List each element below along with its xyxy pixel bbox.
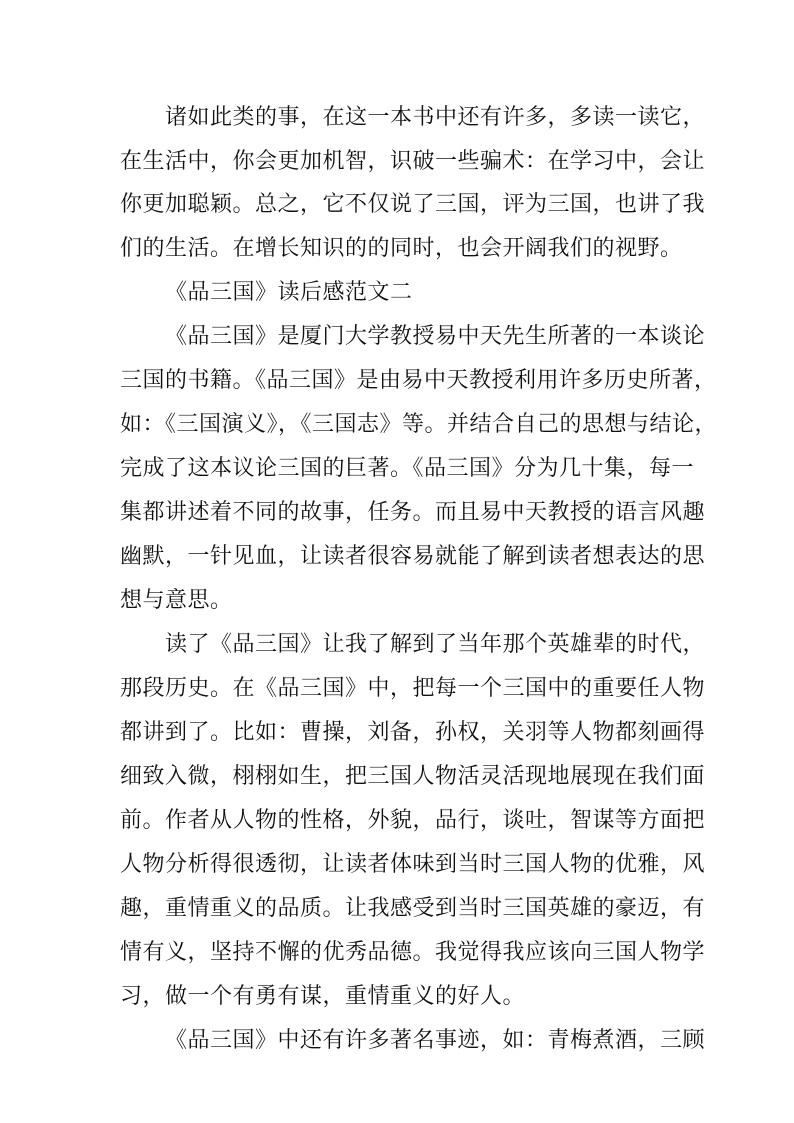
paragraph-line: 习，做一个有勇有谋，重情重义的好人。: [120, 984, 526, 1009]
section-heading: 《品三国》读后感范文二: [165, 280, 413, 305]
paragraph-line: 们的生活。在增长知识的的同时，也会开阔我们的视野。: [120, 236, 683, 261]
paragraph-line: 细致入微，栩栩如生，把三国人物活灵活现地展现在我们面: [120, 764, 706, 789]
paragraph-line: 三国的书籍。《品三国》是由易中天教授利用许多历史所著，: [120, 368, 717, 393]
paragraph-line: 想与意思。: [120, 588, 233, 613]
paragraph-line: 完成了这本议论三国的巨著。《品三国》分为几十集，每一: [120, 456, 695, 481]
paragraph-line: 在生活中，你会更加机智，识破一些骗术：在学习中，会让: [120, 149, 706, 174]
paragraph-line: 读了《品三国》让我了解到了当年那个英雄辈的时代，: [165, 632, 706, 657]
paragraph-line: 《品三国》是厦门大学教授易中天先生所著的一本谈论: [165, 324, 706, 349]
paragraph-line: 都讲到了。比如：曹操，刘备，孙权，关羽等人物都刻画得: [120, 720, 706, 745]
paragraph-line: 你更加聪颖。总之，它不仅说了三国，评为三国，也讲了我: [120, 192, 706, 217]
paragraph-line: 前。作者从人物的性格，外貌，品行，谈吐，智谋等方面把: [120, 808, 706, 833]
paragraph-line: 人物分析得很透彻，让读者体味到当时三国人物的优雅，风: [120, 852, 706, 877]
paragraph-line: 情有义，坚持不懈的优秀品德。我觉得我应该向三国人物学: [120, 940, 706, 965]
paragraph-line: 集都讲述着不同的故事，任务。而且易中天教授的语言风趣: [120, 500, 706, 525]
paragraph-line: 那段历史。在《品三国》中，把每一个三国中的重要任人物: [120, 676, 706, 701]
paragraph-line: 幽默，一针见血，让读者很容易就能了解到读者想表达的思: [120, 544, 706, 569]
paragraph-line: 诸如此类的事，在这一本书中还有许多，多读一读它，: [165, 105, 706, 130]
paragraph-line: 如：《三国演义》，《三国志》等。并结合自己的思想与结论，: [120, 412, 718, 437]
paragraph-line: 趣，重情重义的品质。让我感受到当时三国英雄的豪迈，有: [120, 896, 706, 921]
paragraph-line: 《品三国》中还有许多著名事迹，如：青梅煮酒，三顾: [165, 1028, 706, 1053]
